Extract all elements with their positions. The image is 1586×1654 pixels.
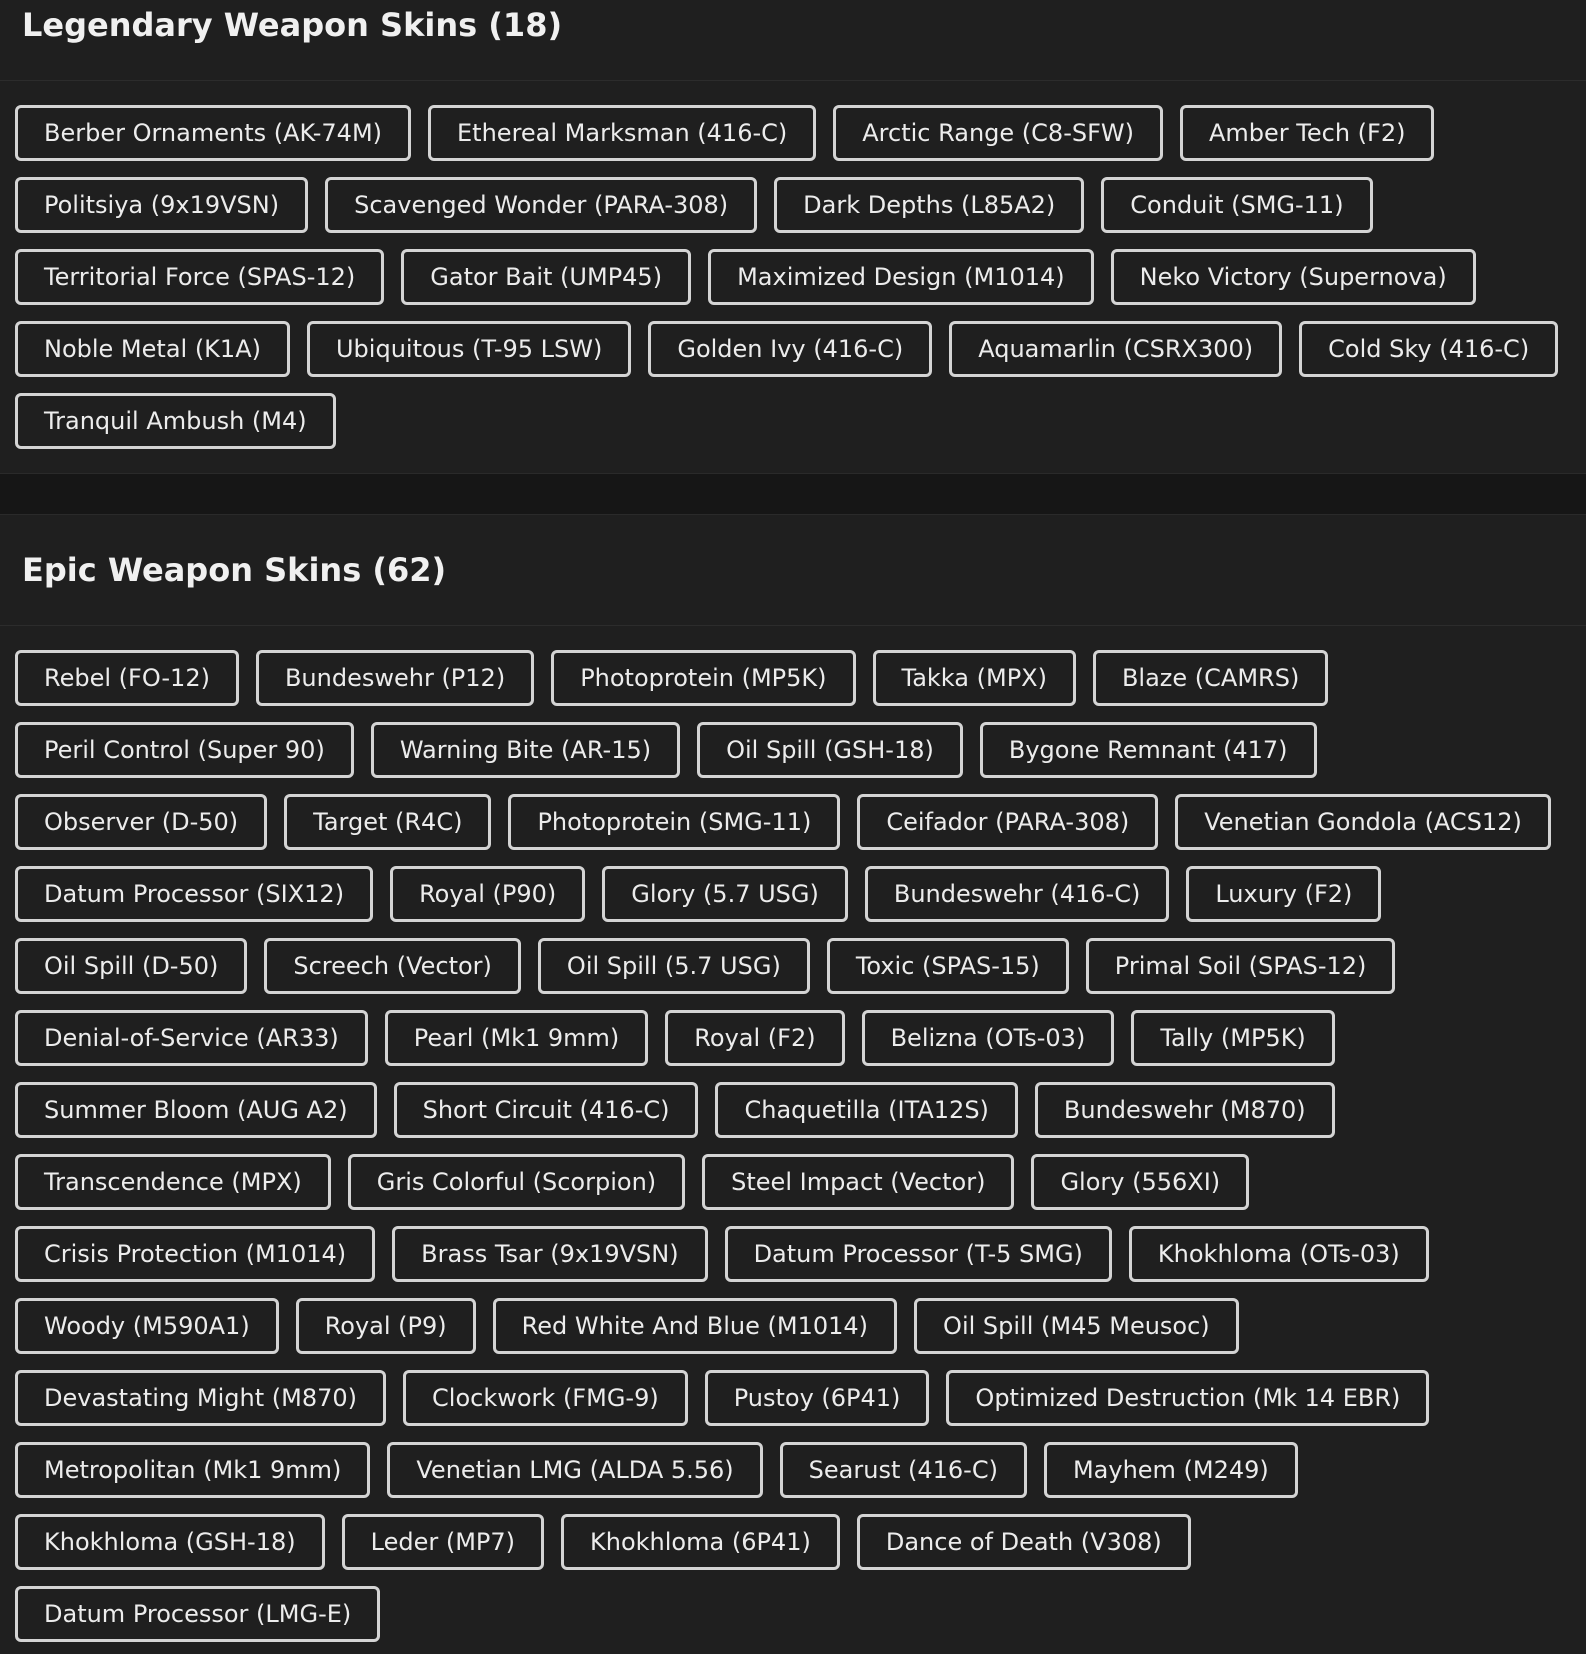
section-divider <box>0 473 1586 515</box>
skin-tag[interactable]: Arctic Range (C8-SFW) <box>833 105 1163 161</box>
skin-tag[interactable]: Photoprotein (SMG-11) <box>508 794 840 850</box>
skin-tag[interactable]: Photoprotein (MP5K) <box>551 650 855 706</box>
skin-tag[interactable]: Aquamarlin (CSRX300) <box>949 321 1282 377</box>
skin-tag[interactable]: Short Circuit (416-C) <box>394 1082 699 1138</box>
legendary-skins-section <box>0 0 1586 473</box>
skin-tag[interactable]: Oil Spill (5.7 USG) <box>538 938 810 994</box>
skin-tag[interactable]: Chaquetilla (ITA12S) <box>715 1082 1017 1138</box>
skin-tag[interactable]: Belizna (OTs-03) <box>862 1010 1115 1066</box>
epic-skins-section <box>0 515 1586 1654</box>
skin-tag[interactable]: Takka (MPX) <box>873 650 1076 706</box>
skin-tag[interactable]: Glory (556XI) <box>1031 1154 1249 1210</box>
skin-tag[interactable]: Ceifador (PARA-308) <box>857 794 1158 850</box>
skin-tag[interactable]: Leder (MP7) <box>342 1514 544 1570</box>
skin-tag[interactable]: Berber Ornaments (AK-74M) <box>15 105 411 161</box>
skin-tag[interactable]: Summer Bloom (AUG A2) <box>15 1082 377 1138</box>
legendary-section-title: Legendary Weapon Skins (18) <box>22 6 563 44</box>
skin-tag[interactable]: Pustoy (6P41) <box>705 1370 930 1426</box>
skin-tag[interactable]: Datum Processor (LMG-E) <box>15 1586 380 1642</box>
skin-tag[interactable]: Pearl (Mk1 9mm) <box>385 1010 649 1066</box>
skin-tag[interactable]: Neko Victory (Supernova) <box>1111 249 1476 305</box>
skin-tag[interactable]: Tally (MP5K) <box>1131 1010 1334 1066</box>
skin-tag[interactable]: Maximized Design (M1014) <box>708 249 1094 305</box>
skin-tag[interactable]: Bundeswehr (P12) <box>256 650 534 706</box>
skin-tag[interactable]: Steel Impact (Vector) <box>702 1154 1014 1210</box>
skin-tag[interactable]: Dance of Death (V308) <box>857 1514 1191 1570</box>
skin-tag[interactable]: Scavenged Wonder (PARA-308) <box>325 177 757 233</box>
legendary-skin-list <box>0 81 1560 473</box>
skin-tag[interactable]: Royal (P9) <box>296 1298 476 1354</box>
skin-tag[interactable]: Peril Control (Super 90) <box>15 722 354 778</box>
skin-tag[interactable]: Toxic (SPAS-15) <box>827 938 1069 994</box>
skin-tag[interactable]: Khokhloma (GSH-18) <box>15 1514 325 1570</box>
legendary-section-header <box>0 0 1586 81</box>
skin-tag[interactable]: Cold Sky (416-C) <box>1299 321 1558 377</box>
skin-tag[interactable]: Royal (P90) <box>390 866 585 922</box>
skin-tag[interactable]: Bygone Remnant (417) <box>980 722 1317 778</box>
skin-tag[interactable]: Datum Processor (T-5 SMG) <box>725 1226 1112 1282</box>
skin-tag[interactable]: Noble Metal (K1A) <box>15 321 290 377</box>
epic-section-title: Epic Weapon Skins (62) <box>22 551 447 589</box>
skin-tag[interactable]: Metropolitan (Mk1 9mm) <box>15 1442 370 1498</box>
skin-tag[interactable]: Dark Depths (L85A2) <box>774 177 1084 233</box>
skin-tag[interactable]: Optimized Destruction (Mk 14 EBR) <box>946 1370 1429 1426</box>
skin-tag[interactable]: Primal Soil (SPAS-12) <box>1086 938 1396 994</box>
skin-tag[interactable]: Oil Spill (D-50) <box>15 938 247 994</box>
skin-tag[interactable]: Devastating Might (M870) <box>15 1370 386 1426</box>
skin-tag[interactable]: Screech (Vector) <box>264 938 521 994</box>
skin-tag[interactable]: Golden Ivy (416-C) <box>648 321 932 377</box>
skin-tag[interactable]: Gris Colorful (Scorpion) <box>348 1154 685 1210</box>
skin-tag[interactable]: Crisis Protection (M1014) <box>15 1226 375 1282</box>
epic-section-header <box>0 515 1586 626</box>
skin-tag[interactable]: Oil Spill (M45 Meusoc) <box>914 1298 1239 1354</box>
skin-tag[interactable]: Observer (D-50) <box>15 794 267 850</box>
skin-tag[interactable]: Glory (5.7 USG) <box>602 866 848 922</box>
skin-tag[interactable]: Red White And Blue (M1014) <box>493 1298 897 1354</box>
skin-tag[interactable]: Politsiya (9x19VSN) <box>15 177 308 233</box>
skin-tag[interactable]: Rebel (FO-12) <box>15 650 239 706</box>
skin-tag[interactable]: Venetian Gondola (ACS12) <box>1175 794 1551 850</box>
skin-tag[interactable]: Mayhem (M249) <box>1044 1442 1298 1498</box>
skin-tag[interactable]: Woody (M590A1) <box>15 1298 279 1354</box>
skin-tag[interactable]: Gator Bait (UMP45) <box>401 249 691 305</box>
skin-tag[interactable]: Ethereal Marksman (416-C) <box>428 105 816 161</box>
skin-tag[interactable]: Blaze (CAMRS) <box>1093 650 1328 706</box>
epic-skin-list <box>0 626 1560 1654</box>
skin-tag[interactable]: Venetian LMG (ALDA 5.56) <box>387 1442 762 1498</box>
skin-tag[interactable]: Territorial Force (SPAS-12) <box>15 249 384 305</box>
skin-tag[interactable]: Bundeswehr (416-C) <box>865 866 1169 922</box>
skin-tag[interactable]: Searust (416-C) <box>780 1442 1027 1498</box>
skin-tag[interactable]: Ubiquitous (T-95 LSW) <box>307 321 631 377</box>
skin-tag[interactable]: Conduit (SMG-11) <box>1101 177 1372 233</box>
skin-tag[interactable]: Warning Bite (AR-15) <box>371 722 680 778</box>
skin-tag[interactable]: Brass Tsar (9x19VSN) <box>392 1226 707 1282</box>
skin-tag[interactable]: Transcendence (MPX) <box>15 1154 331 1210</box>
skin-tag[interactable]: Amber Tech (F2) <box>1180 105 1434 161</box>
skin-tag[interactable]: Khokhloma (OTs-03) <box>1129 1226 1429 1282</box>
skin-tag[interactable]: Denial-of-Service (AR33) <box>15 1010 368 1066</box>
skin-tag[interactable]: Datum Processor (SIX12) <box>15 866 373 922</box>
skin-tag[interactable]: Luxury (F2) <box>1186 866 1381 922</box>
skin-tag[interactable]: Khokhloma (6P41) <box>561 1514 840 1570</box>
skin-tag[interactable]: Bundeswehr (M870) <box>1035 1082 1335 1138</box>
skin-tag[interactable]: Royal (F2) <box>665 1010 844 1066</box>
skin-tag[interactable]: Tranquil Ambush (M4) <box>15 393 336 449</box>
skin-tag[interactable]: Clockwork (FMG-9) <box>403 1370 688 1426</box>
skin-tag[interactable]: Oil Spill (GSH-18) <box>697 722 963 778</box>
skin-tag[interactable]: Target (R4C) <box>284 794 491 850</box>
